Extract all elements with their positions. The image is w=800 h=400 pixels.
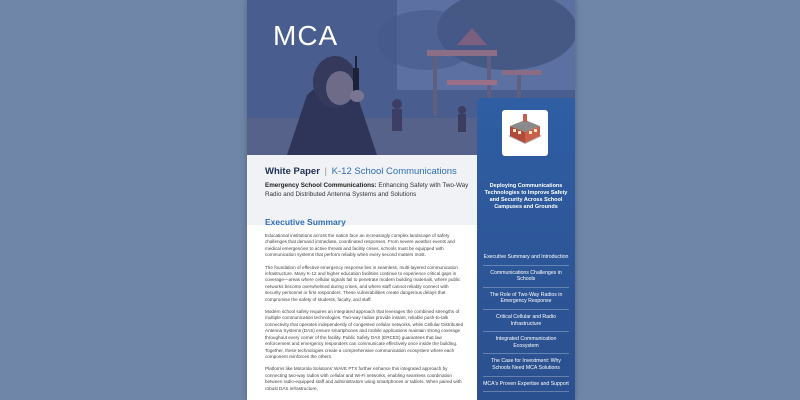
toc-item[interactable]: Integrated Communication Ecosystem <box>483 332 569 354</box>
toc-item[interactable]: MCA's Proven Expertise and Support <box>483 377 569 393</box>
summary-paragraph: The foundation of effective emergency response lies in seamless, multi-layered communication infrastructure. Many K-12 and higher education facilities continue to experience critical gaps in coverage—areas where cellular signals fail to penetrate modern building materials, where public networks become overwhelmed during crises, and where staff cannot reliably connect with security personnel or first responders. These vulnerabilities create dangerous delays that compromise the safety of students, faculty, and staff. <box>265 264 461 302</box>
executive-summary-heading: Executive Summary <box>265 217 346 227</box>
document-topic: K-12 School Communications <box>331 166 457 177</box>
toc-item[interactable]: The Role of Two-Way Radios in Emergency Response <box>483 288 569 310</box>
toc-item[interactable]: The Case for Investment: Why Schools Need MCA Solutions <box>483 354 569 376</box>
executive-summary-section <box>265 217 465 398</box>
toc-item[interactable]: Critical Cellular and Radio Infrastructure <box>483 310 569 332</box>
white-paper-cover <box>247 0 575 400</box>
subtitle-lead: Emergency School Communications: <box>265 182 377 189</box>
document-subtitle <box>265 182 470 199</box>
mca-logo: MCA <box>273 20 339 51</box>
toc-item[interactable]: Executive Summary and Introduction <box>483 250 569 266</box>
toc-item[interactable]: Communications Challenges in Schools <box>483 266 569 288</box>
document-type-line <box>265 166 457 177</box>
title-band <box>247 155 477 225</box>
summary-paragraph: Educational institutions across the nation face an increasingly complex landscape of safety challenges that demand immediate, coordinated responses. From severe weather events and medical emergencies to active threats and facility crises, schools must be equipped with communication systems that perform reliably when every second matters most. <box>265 233 455 258</box>
title-separator: | <box>324 166 328 177</box>
subtitle-rest: Enhancing Safety with Two-Way Radio and Distributed Antenna Systems and Solutions <box>265 182 469 198</box>
document-type-label: White Paper <box>265 166 320 177</box>
summary-paragraph: Modern school safety requires an integrated approach that leverages the combined strengths of multiple communication technologies. Two-way radios provide instant, reliable push-to-talk connectivity that operates independently of congested cellular networks, while Cellular Distributed Antenna Systems (DAS) ensure smartphones and mobile applications maintain strong coverage throughout every corner of the facility. Public Safety DAS (ERCES) guarantees that law enforcement and emergency responders can communicate effectively once inside the building. Together, these technologies create a comprehensive communication ecosystem where each component reinforces the others. <box>265 309 464 359</box>
summary-paragraph: Platforms like Motorola Solutions' WAVE PTX further enhance this integrated approach by connecting two-way radios with cellular and Wi-Fi networks, enabling seamless coordination between radio-equipped staff and administrators using smartphones or tablets. When paired with robust DAS infrastructure, <box>265 366 462 391</box>
school-building-icon <box>502 110 548 156</box>
toc-list <box>483 250 569 392</box>
table-of-contents-sidebar <box>477 98 575 400</box>
sidebar-title: Deploying Communications Technologies to Improve Safety and Security Across School Campuses and Grounds <box>484 183 568 210</box>
